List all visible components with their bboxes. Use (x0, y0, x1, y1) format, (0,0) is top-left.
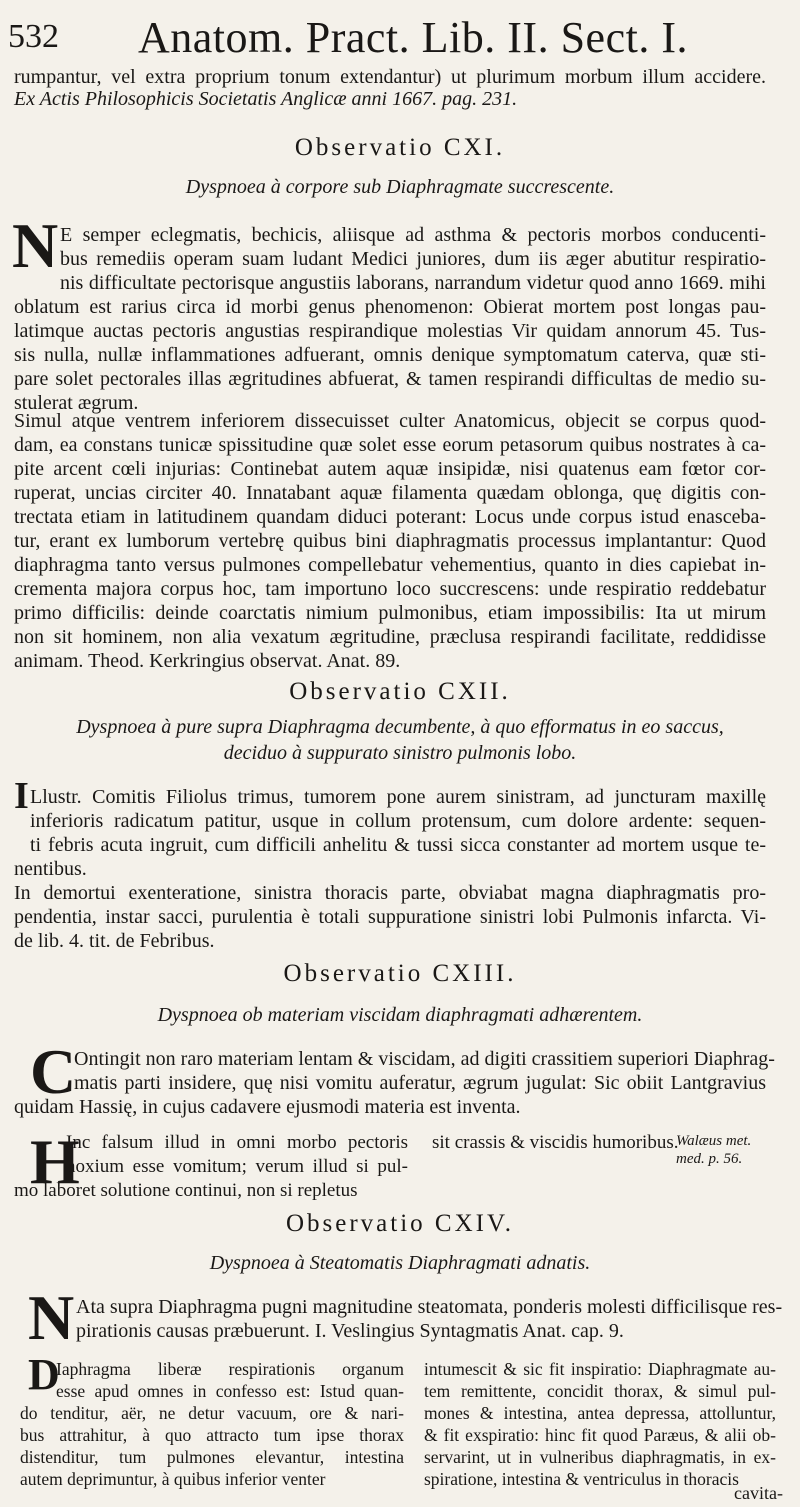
undefined-line: diaphragma tanto versus pulmones compellebatur vehementius, quanto in dies capiebat in- (14, 554, 766, 576)
running-head: Anatom. Pract. Lib. II. Sect. I. (138, 13, 688, 62)
undefined-line: inferioris radicatum patitur, usque in collum protensum, cum dolore ardente: sequen- (30, 810, 766, 832)
obs-112-subtitle-line-1: Dyspnoea à pure supra Diaphragma decumbente, à quo efformatus in eo saccus, (76, 716, 724, 738)
obs-113-subtitle: Dyspnoea ob materiam viscidam diaphragmati adhærentem. (157, 1004, 643, 1026)
undefined-line: distenditur, tum pulmones elevantur, intestina (20, 1447, 404, 1467)
undefined-line: oblatum est rarius circa id morbi genus phenomenon: Obierat mortem post longas pau- (14, 296, 766, 318)
undefined-line: sis nulla, nullæ inflammationes adfuerant, omnis denique symptomatum caterva, quæ sti- (14, 344, 766, 366)
obs-114-dropcap-2: D (28, 1350, 60, 1399)
obs-111-subtitle: Dyspnoea à corpore sub Diaphragmate succrescente. (185, 176, 615, 198)
undefined-line: stulerat ægrum. (14, 392, 139, 414)
undefined-line: matis parti insidere, quę nisi vomitu auferatur, ægrum jugulat: Sic obiit Lantgravius (74, 1072, 766, 1094)
undefined-line: crementa majora corpus hoc, tam importuno loco succrescens: unde respiratio reddebatur (14, 578, 766, 600)
undefined-line: E semper eclegmatis, bechicis, aliisque ad asthma & pectoris morbos conducenti- (60, 224, 766, 246)
undefined-line: Simul atque ventrem inferiorem dissecuisset culter Anatomicus, objecit se corpus quod- (14, 410, 766, 432)
undefined-line: & fit exspiratio: hinc fit quod Paræus, & alii ob- (424, 1425, 776, 1445)
undefined-line: ti febris acuta ingruit, cum difficili anhelitu & tussi sicca constanter ad mortem usque te- (30, 834, 766, 856)
obs-114-title: Observatio CXIV. (285, 1210, 515, 1237)
undefined-line: intumescit & sic fit inspiratio: Diaphragmate au- (424, 1359, 776, 1379)
undefined-line: Ata supra Diaphragma pugni magnitudine steatomata, ponderis molesti difficilisque res- (76, 1296, 783, 1318)
obs-114-subtitle: Dyspnoea à Steatomatis Diaphragmati adnatis. (209, 1252, 591, 1274)
undefined-line: autem deprimuntur, à quibus inferior venter (20, 1469, 326, 1489)
undefined-line: tem remittente, concidit thorax, & simul pul- (424, 1381, 776, 1401)
page-header (0, 8, 800, 62)
obs-113-paragraph-2-right: sit crassis & viscidis humoribus. (432, 1132, 679, 1153)
undefined-line: pirationis causas præbuerunt. I. Veslingius Syntagmatis Anat. cap. 9. (76, 1320, 624, 1342)
intro-line-1: rumpantur, vel extra proprium tonum extendantur) ut plurimum morbum illum accidere. (14, 66, 766, 88)
undefined-line: ruperat, uncias circiter 40. Innatabant aquæ filamenta quædam oblonga, quę digitis con- (14, 482, 766, 504)
undefined-line: trectata etiam in latitudinem quandam diduci poterant: Locus unde corpus istud enascebа- (14, 506, 766, 528)
undefined-line: bus attrahitur, à quo attracto tum ipse thorax (20, 1425, 404, 1445)
undefined-line: servarint, ut in vulneribus diaphragmatis, in ex- (424, 1447, 776, 1467)
undefined-line: Inc falsum illud in omni morbo pectoris (66, 1132, 408, 1153)
obs-113-citation: Walæus met. med. p. 56. (676, 1133, 752, 1167)
obs-114-dropcap: N (28, 1282, 75, 1353)
undefined-line: non sit hominem, non alia vexatum ægritudine, præclusa respirandi facilitate, reddidisse (14, 626, 766, 648)
obs-113-dropcap: C (30, 1036, 77, 1107)
undefined-line: pare solet pectorales illas ægritudines abfuerat, & tamen respirandi difficultas de medio su- (14, 368, 766, 390)
obs-112-title: Observatio CXII. (289, 678, 511, 705)
obs-112-dropcap: I (14, 775, 29, 817)
undefined-line: Llustr. Comitis Filiolus trimus, tumorem pone aurem sinistram, ad juncturam maxillę (30, 786, 766, 808)
undefined-line: do tenditur, aër, ne detur vacuum, ore & nari- (20, 1403, 404, 1423)
undefined-line: tur, erant ex lumborum vertebrę quibus bini diaphragmatis processus implantantur: Quod (14, 530, 766, 552)
undefined-line: pite arcent cœli injurias: Continebat autem aquæ insipidæ, nisi quatenus eam fœtor cor- (14, 458, 766, 480)
obs-113-dropcap-2: H (30, 1126, 80, 1197)
undefined-line: spiratione, intestina & ventriculus in thoracis (424, 1469, 739, 1489)
undefined-line: mo laboret solutione continui, non si repletus (14, 1180, 358, 1201)
undefined-line: animam. Theod. Kerkringius observat. Anat. 89. (14, 650, 401, 672)
undefined-line: nentibus. (14, 858, 87, 880)
undefined-line: noxium esse vomitum; verum illud si pul- (66, 1156, 408, 1177)
undefined-line: Iaphragma liberæ respirationis organum (56, 1359, 404, 1379)
undefined-line: mones & intestina, antea depressa, attolluntur, (424, 1403, 776, 1423)
undefined-line: quidam Hassię, in cujus cadavere ejusmodi materia est inventa. (14, 1096, 521, 1118)
undefined-line: latimque auctas pectoris angustias respirandique molestias Vir quidam annorum 45. Tus- (14, 320, 766, 342)
undefined-line: In demortui exenteratione, sinistra thoracis parte, obviabat magna diaphragmatis pro- (14, 882, 766, 904)
intro-citation: Ex Actis Philosophicis Societatis Anglicæ anni 1667. pag. 231. (14, 88, 518, 110)
undefined-line: esse apud omnes in confesso est: Istud quan- (56, 1381, 404, 1401)
undefined-line: Ontingit non raro materiam lentam & viscidam, ad digiti crassitiem superiori Diaphrag- (74, 1048, 775, 1070)
page-number: 532 (8, 18, 59, 55)
undefined-line: de lib. 4. tit. de Febribus. (14, 930, 215, 952)
undefined-line: nis difficultate pectorisque angustiis laborans, narrandum videtur quod anno 1669. mihi (60, 272, 766, 294)
undefined-line: dam, ea constans tunicæ spissitudine quæ solet esse eorum petasorum quibus nostrates à ca- (14, 434, 766, 456)
undefined-line: primo difficilis: deinde coarctatis nimium pulmonibus, etiam impossibilis: Ita ut mirum (14, 602, 766, 624)
obs-113-title: Observatio CXIII. (283, 960, 517, 987)
obs-111-dropcap: N (12, 210, 59, 281)
undefined-line: pendentia, instar sacci, purulentia è totali suppuratione sinistri lobi Pulmonis infarcta. Vi- (14, 906, 766, 928)
catchword: cavita- (734, 1483, 783, 1503)
obs-111-title: Observatio CXI. (294, 134, 506, 161)
obs-112-subtitle-line-2: deciduo à suppurato sinistro pulmonis lobo. (223, 742, 577, 764)
undefined-line: bus remediis operam suam ludant Medici juniores, dum iis æger abutitur respiratio- (60, 248, 766, 270)
